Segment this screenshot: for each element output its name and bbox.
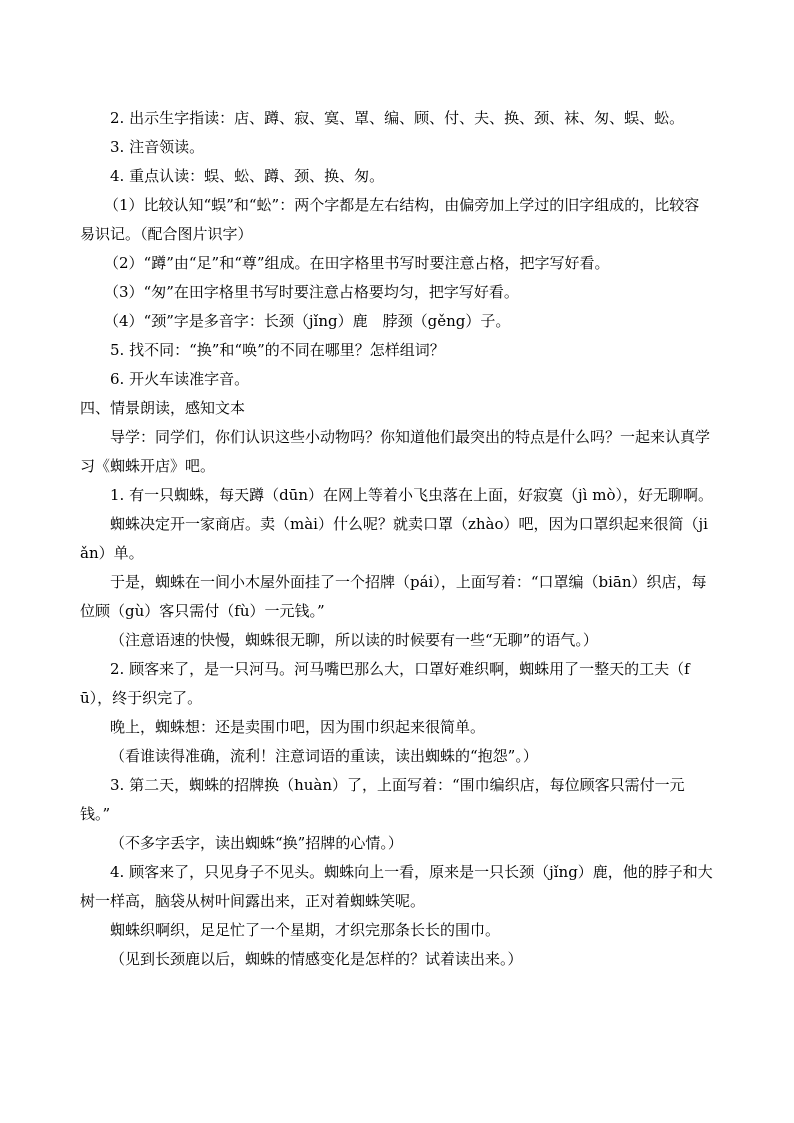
section-heading-4: 四、情景朗读，感知文本 bbox=[80, 399, 246, 417]
step-5-find-difference: 5. 找不同：“换”和“唤”的不同在哪里？怎样组词？ bbox=[110, 341, 445, 359]
story-paragraph-1c: 于是，蜘蛛在一间小木屋外面挂了一个招牌（pái），上面写着：“口罩编（biān）织店，每位顾（gù）客只需付（fù）一元钱。” bbox=[80, 573, 707, 620]
step-3-pinyin-reading: 3. 注音领读。 bbox=[110, 138, 205, 156]
story-paragraph-4b: 蜘蛛织啊织，足足忙了一个星期，才织完那条长长的围巾。 bbox=[110, 921, 501, 939]
guide-paragraph: 导学：同学们，你们认识这些小动物吗？你知道他们最突出的特点是什么吗？一起来认真学习《蜘蛛开店》吧。 bbox=[80, 428, 711, 475]
story-paragraph-1b: 蜘蛛决定开一家商店。卖（mài）什么呢？就卖口罩（zhào）吧，因为口罩织起来很简（jiǎn）单。 bbox=[80, 515, 708, 562]
story-paragraph-4: 4. 顾客来了，只见身子不见头。蜘蛛向上一看，原来是一只长颈（jǐng）鹿，他的脖子和大树一样高，脑袋从树叶间露出来，正对着蜘蛛笑呢。 bbox=[80, 863, 713, 910]
sub-item-3-cong: （3）“匆”在田字格里书写时要注意占格要均匀，把字写好看。 bbox=[104, 283, 519, 301]
story-paragraph-2: 2. 顾客来了，是一只河马。河马嘴巴那么大，口罩好难织啊，蜘蛛用了一整天的工夫（fū），终于织完了。 bbox=[80, 660, 690, 707]
story-paragraph-3: 3. 第二天，蜘蛛的招牌换（huàn）了，上面写着：“围巾编织店，每位顾客只需付一元钱。” bbox=[80, 776, 685, 823]
reading-note-1: （注意语速的快慢，蜘蛛很无聊，所以读的时候要有一些“无聊”的语气。） bbox=[110, 631, 598, 649]
reading-note-3: （不多字丢字，读出蜘蛛“换”招牌的心情。） bbox=[110, 834, 403, 852]
step-6-train-reading: 6. 开火车读准字音。 bbox=[110, 370, 250, 388]
step-2-new-characters: 2. 出示生字指读：店、蹲、寂、寞、罩、编、顾、付、夫、换、颈、袜、匆、蜈、蚣。 bbox=[110, 109, 685, 127]
sub-item-4-jing: （4）“颈”字是多音字：长颈（jǐng）鹿 脖颈（gěng）子。 bbox=[104, 312, 511, 330]
sub-item-2-dun: （2）“蹲”由“足”和“尊”组成。在田字格里书写时要注意占格，把字写好看。 bbox=[104, 254, 610, 272]
step-4-key-characters: 4. 重点认读：蜈、蚣、蹲、颈、换、匆。 bbox=[110, 167, 385, 185]
story-paragraph-2b: 晚上，蜘蛛想：还是卖围巾吧，因为围巾织起来很简单。 bbox=[110, 718, 486, 736]
reading-note-4: （见到长颈鹿以后，蜘蛛的情感变化是怎样的？试着读出来。） bbox=[110, 950, 523, 968]
story-paragraph-1: 1. 有一只蜘蛛，每天蹲（dūn）在网上等着小飞虫落在上面，好寂寞（jì mò），好无聊啊。 bbox=[110, 486, 713, 504]
reading-note-2: （看谁读得准确，流利！注意词语的重读，读出蜘蛛的“抱怨”。） bbox=[110, 747, 538, 765]
sub-item-1-compare: （1）比较认知“蜈”和“蚣”：两个字都是左右结构，由偏旁加上学过的旧字组成的，比较容易识记。（配合图片识字） bbox=[80, 196, 700, 243]
